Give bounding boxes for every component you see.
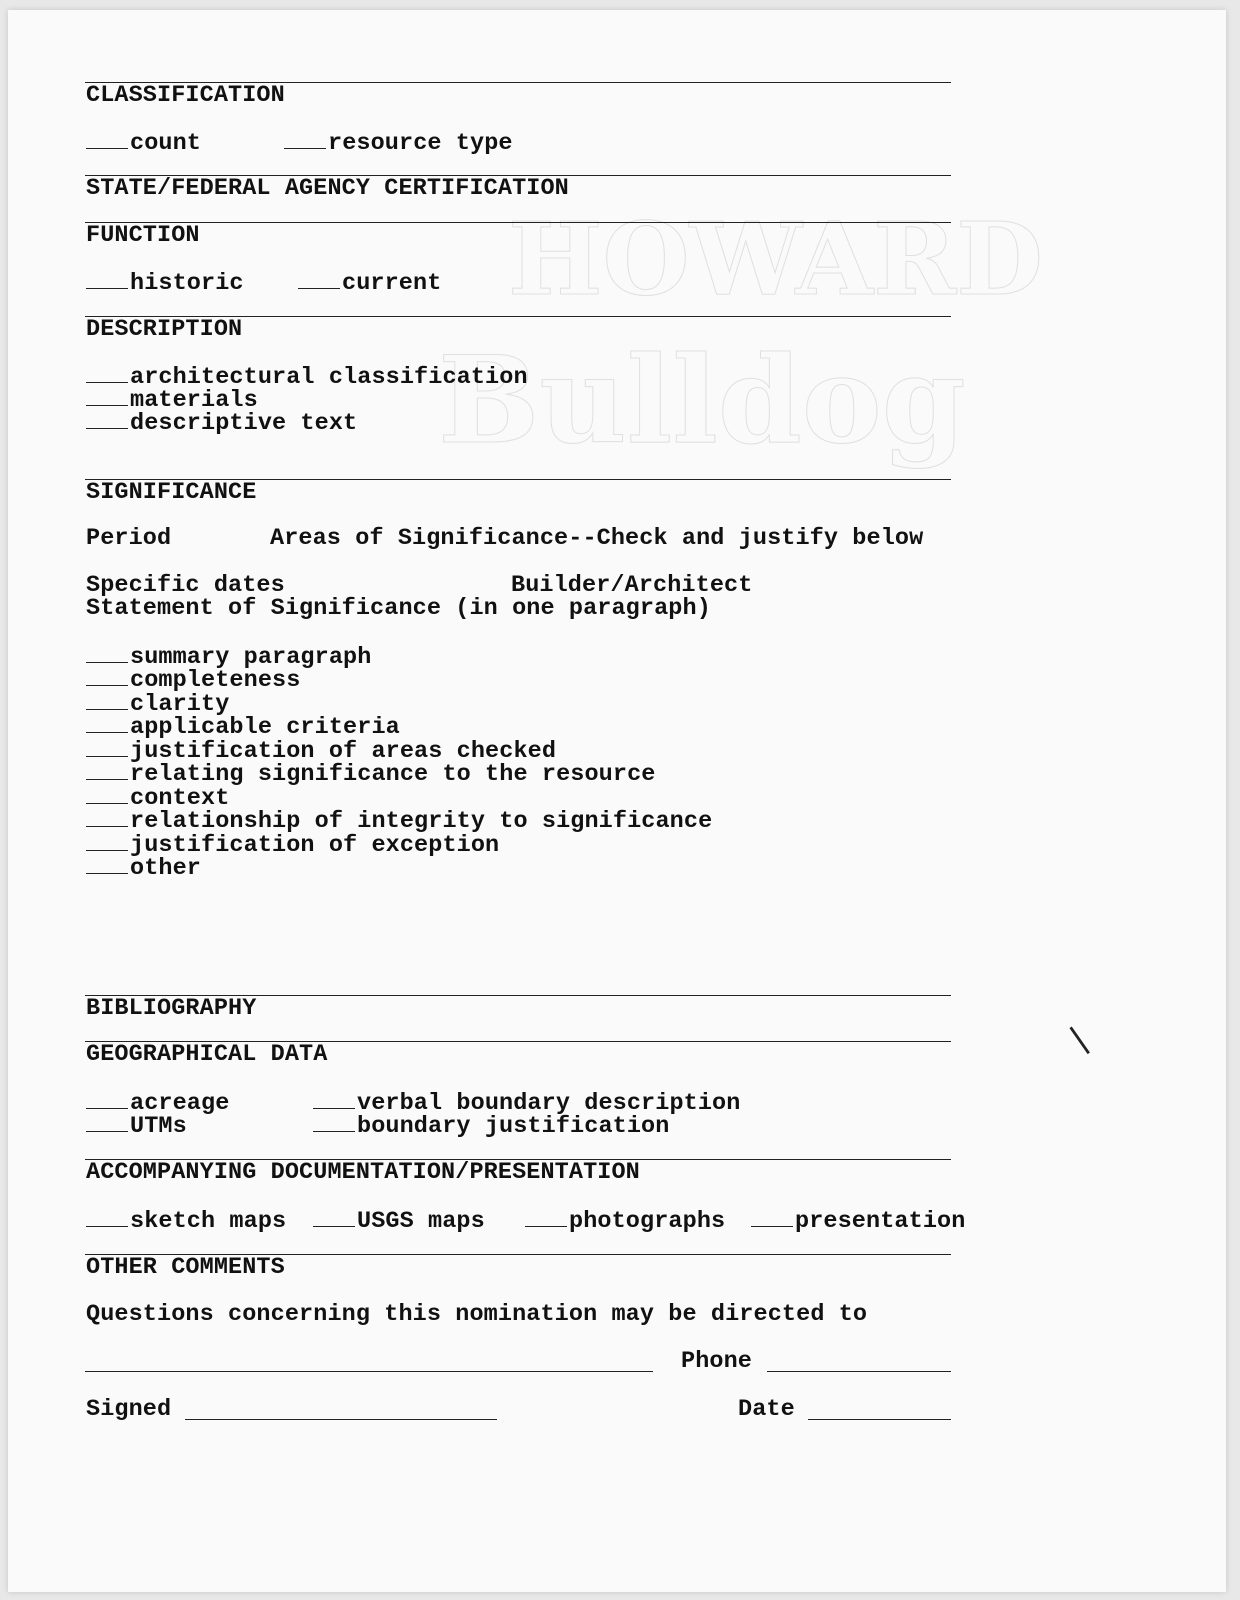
checklist-item[interactable]: photographs — [525, 1208, 725, 1234]
checklist-item[interactable]: USGS maps — [313, 1208, 485, 1234]
specific-dates-label: Specific dates — [86, 572, 285, 599]
section-heading-bibliography: BIBLIOGRAPHY — [86, 995, 257, 1022]
checklist-item[interactable]: current — [298, 270, 441, 296]
section-heading-state-federal: STATE/FEDERAL AGENCY CERTIFICATION — [86, 175, 569, 202]
checklist-item[interactable]: UTMs — [86, 1113, 187, 1139]
checklist-item[interactable]: applicable criteria — [86, 714, 400, 740]
checklist-item[interactable]: justification of areas checked — [86, 738, 556, 764]
section-rule — [85, 222, 951, 223]
section-heading-geographical: GEOGRAPHICAL DATA — [86, 1041, 328, 1068]
signed-label: Signed — [86, 1396, 172, 1423]
areas-label: Areas of Significance--Check and justify below — [270, 525, 924, 552]
section-heading-classification: CLASSIFICATION — [86, 82, 285, 109]
checklist-item[interactable]: relating significance to the resource — [86, 761, 656, 787]
checklist-item[interactable]: relationship of integrity to significance — [86, 808, 712, 834]
contact-name-line[interactable] — [85, 1371, 653, 1372]
section-heading-function: FUNCTION — [86, 222, 200, 249]
checklist-item[interactable]: verbal boundary description — [313, 1090, 740, 1116]
watermark: HOWARD — [508, 200, 1043, 318]
stray-mark: | — [1060, 1019, 1100, 1063]
questions-text: Questions concerning this nomination may be directed to — [86, 1301, 868, 1328]
checklist-item[interactable]: justification of exception — [86, 832, 499, 858]
checklist-item[interactable]: count — [86, 130, 201, 156]
checklist-item[interactable]: historic — [86, 270, 244, 296]
phone-line[interactable] — [767, 1371, 951, 1372]
checklist-item[interactable]: sketch maps — [86, 1208, 286, 1234]
statement-label: Statement of Significance (in one paragraph) — [86, 595, 711, 622]
checklist-item[interactable]: context — [86, 785, 229, 811]
period-label: Period — [86, 525, 172, 552]
signature-line[interactable] — [185, 1419, 497, 1420]
phone-label: Phone — [681, 1348, 753, 1375]
form-page — [8, 10, 1226, 1592]
checklist-item[interactable]: materials — [86, 387, 258, 413]
checklist-item[interactable]: clarity — [86, 691, 229, 717]
checklist-item[interactable]: resource type — [284, 130, 513, 156]
checklist-item[interactable]: other — [86, 855, 201, 881]
watermark: Bulldog — [438, 330, 966, 471]
checklist-item[interactable]: acreage — [86, 1090, 229, 1116]
date-line[interactable] — [808, 1419, 951, 1420]
checklist-item[interactable]: completeness — [86, 667, 300, 693]
builder-label: Builder/Architect — [511, 572, 753, 599]
checklist-item[interactable]: boundary justification — [313, 1113, 669, 1139]
checklist-item[interactable]: descriptive text — [86, 410, 357, 436]
checklist-item[interactable]: architectural classification — [86, 364, 528, 390]
section-heading-other-comments: OTHER COMMENTS — [86, 1254, 285, 1281]
section-heading-description: DESCRIPTION — [86, 316, 243, 343]
checklist-item[interactable]: presentation — [751, 1208, 965, 1234]
checklist-item[interactable]: summary paragraph — [86, 644, 371, 670]
date-label: Date — [738, 1396, 795, 1423]
section-heading-significance: SIGNIFICANCE — [86, 479, 257, 506]
section-heading-accompanying: ACCOMPANYING DOCUMENTATION/PRESENTATION — [86, 1159, 640, 1186]
